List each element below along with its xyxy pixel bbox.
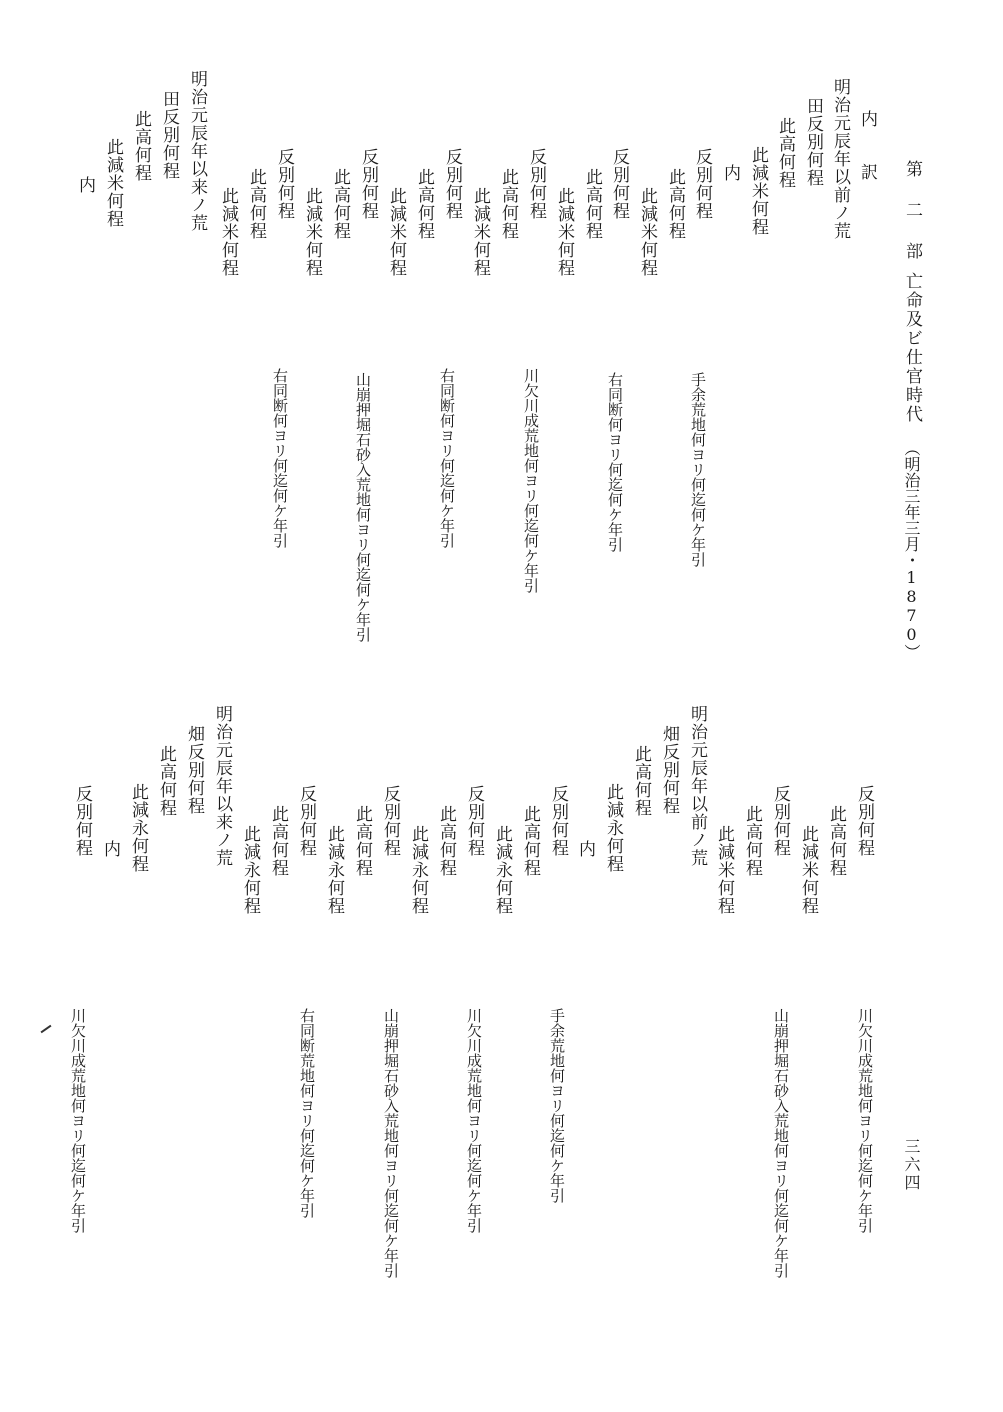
lower-line: 此高何程 <box>436 805 456 877</box>
lower-note: 川欠川成荒地何ヨリ何迄何ケ年引 <box>856 1008 874 1233</box>
upper-note: 右同断何ヨリ何迄何ケ年引 <box>271 368 289 548</box>
upper-note: 手余荒地何ヨリ何迄何ケ年引 <box>689 372 707 567</box>
upper-line: 此高何程 <box>330 168 350 240</box>
lower-line: 此高何程 <box>826 805 846 877</box>
upper-note: 右同断何ヨリ何迄何ケ年引 <box>438 368 456 548</box>
upper-line: 明治元辰年以来ノ荒 <box>187 70 207 232</box>
lower-note: 山崩押堀石砂入荒地何ヨリ何迄何ケ年引 <box>772 1008 790 1278</box>
upper-line: 此減米何程 <box>554 187 574 277</box>
scan-mark <box>41 1025 52 1034</box>
lower-note: 右同断荒地何ヨリ何迄何ケ年引 <box>298 1008 316 1218</box>
upper-note: 川欠川成荒地何ヨリ何迄何ケ年引 <box>522 368 540 593</box>
upper-line: 内 <box>75 176 95 194</box>
upper-line: 此減米何程 <box>386 187 406 277</box>
part-label: 第 二 部 <box>902 160 922 261</box>
lower-note: 川欠川成荒地何ヨリ何迄何ケ年引 <box>69 1008 87 1233</box>
chapter-title: 亡命及ビ仕官時代 <box>902 272 922 424</box>
upper-line: 反別何程 <box>274 148 294 220</box>
upper-line: 田反別何程 <box>159 90 179 180</box>
lower-line: 此減永何程 <box>324 825 344 915</box>
lower-line: 此高何程 <box>268 805 288 877</box>
upper-line: 此高何程 <box>498 168 518 240</box>
upper-note: 右同断何ヨリ何迄何ケ年引 <box>606 372 624 552</box>
upper-line: 反別何程 <box>358 148 378 220</box>
lower-line: 此減永何程 <box>240 825 260 915</box>
upper-line: 此高何程 <box>131 110 151 182</box>
lower-line: 此高何程 <box>742 805 762 877</box>
lower-line: 内 <box>575 840 595 858</box>
upper-line: 此減米何程 <box>218 187 238 277</box>
lower-note: 手余荒地何ヨリ何迄何ケ年引 <box>548 1008 566 1203</box>
upper-line: 此減米何程 <box>637 187 657 277</box>
lower-note: 川欠川成荒地何ヨリ何迄何ケ年引 <box>465 1008 483 1233</box>
lower-note: 山崩押堀石砂入荒地何ヨリ何迄何ケ年引 <box>382 1008 400 1278</box>
lower-line: 此減永何程 <box>492 825 512 915</box>
upper-line: 此減米何程 <box>748 146 768 236</box>
upper-line: 反別何程 <box>609 148 629 220</box>
lower-line: 反別何程 <box>464 785 484 857</box>
upper-line: 反別何程 <box>526 148 546 220</box>
lower-line: 此高何程 <box>631 745 651 817</box>
upper-line: 此高何程 <box>582 168 602 240</box>
upper-line: 此減米何程 <box>302 187 322 277</box>
lower-line: 此高何程 <box>520 805 540 877</box>
lower-line: 畑反別何程 <box>184 725 204 815</box>
lower-line: 此高何程 <box>352 805 372 877</box>
lower-line: 此減永何程 <box>408 825 428 915</box>
lower-line: 此減永何程 <box>603 783 623 873</box>
lower-line: 明治元辰年以前ノ荒 <box>687 705 707 867</box>
lower-line: 畑反別何程 <box>659 725 679 815</box>
upper-line: 此高何程 <box>414 168 434 240</box>
upper-line: 此減米何程 <box>470 187 490 277</box>
lower-line: 此減米何程 <box>714 825 734 915</box>
upper-heading: 内 訳 <box>857 110 877 188</box>
upper-line: 反別何程 <box>692 148 712 220</box>
lower-line: 此高何程 <box>156 745 176 817</box>
lower-line: 反別何程 <box>380 785 400 857</box>
date-label: （明治三年三月・1870） <box>902 440 921 660</box>
upper-note: 山崩押堀石砂入荒地何ヨリ何迄何ケ年引 <box>354 372 372 642</box>
upper-line: 此減米何程 <box>103 138 123 228</box>
upper-line: 田反別何程 <box>803 97 823 187</box>
upper-line: 此高何程 <box>246 168 266 240</box>
upper-line: 内 <box>720 164 740 182</box>
lower-line: 反別何程 <box>854 785 874 857</box>
lower-line: 明治元辰年以来ノ荒 <box>212 705 232 867</box>
lower-line: 反別何程 <box>72 785 92 857</box>
lower-line: 此減永何程 <box>128 783 148 873</box>
lower-line: 反別何程 <box>770 785 790 857</box>
upper-line: 明治元辰年以前ノ荒 <box>830 78 850 240</box>
lower-line: 反別何程 <box>548 785 568 857</box>
lower-line: 反別何程 <box>296 785 316 857</box>
lower-line: 内 <box>100 840 120 858</box>
upper-line: 此高何程 <box>775 117 795 189</box>
page-number: 三六四 <box>902 1138 921 1192</box>
upper-line: 反別何程 <box>442 148 462 220</box>
upper-line: 此高何程 <box>665 168 685 240</box>
lower-line: 此減米何程 <box>798 825 818 915</box>
